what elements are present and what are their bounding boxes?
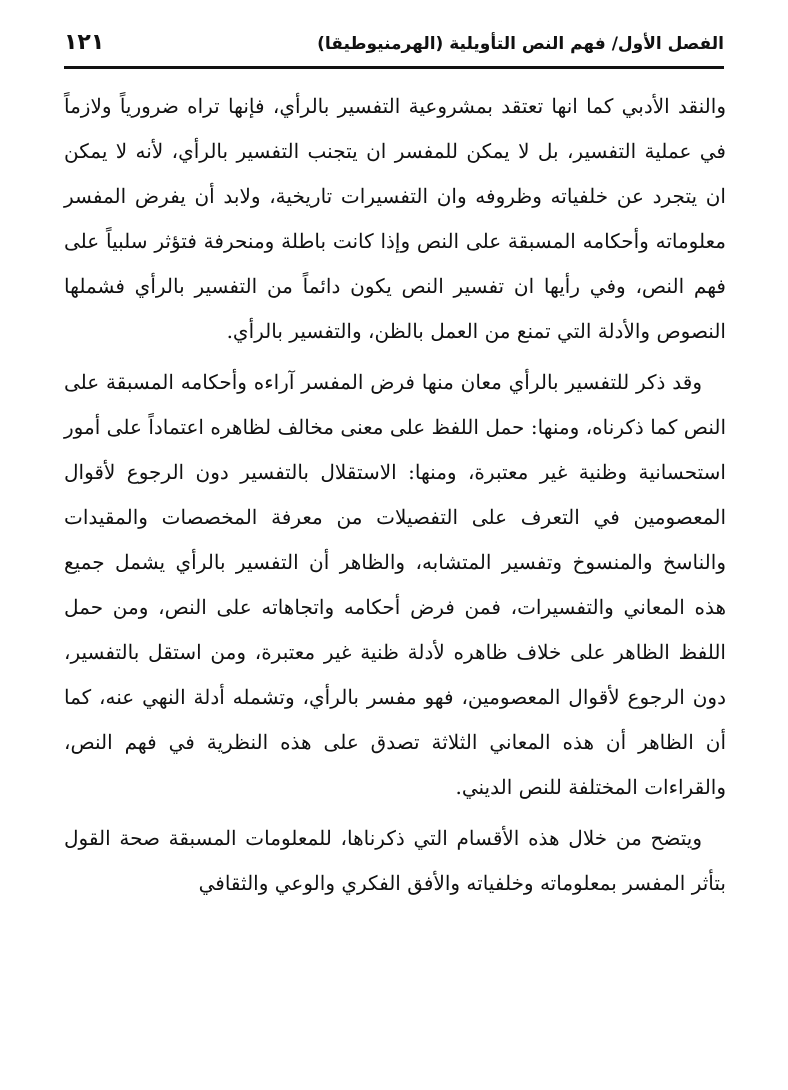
- running-header: [64, 30, 724, 69]
- page-number: ١٢١: [64, 30, 105, 55]
- paragraph: ويتضح من خلال هذه الأقسام التي ذكرناها، للمعلومات المسبقة صحة القول بتأثر المفسر بمعلوماته وخلفياته والأفق الفكري والوعي والثقافي: [64, 826, 726, 895]
- paragraph: وقد ذكر للتفسير بالرأي معان منها فرض المفسر آراءه وأحكامه المسبقة على النص كما ذكرناه، ومنها: حمل اللفظ على معنى مخالف لظاهره اعتماداً على أمور استحسانية وظنية غير معتبرة، ومنها: الاستقلال بالتفسير دون الرجوع لأقوال المعصومين في التعرف على التفصيلات من معرفة المخصصات والمقيدات والناسخ والمنسوخ وتفسير المتشابه، والظاهر أن التفسير بالرأي يشمل جميع هذه المعاني والتفسيرات، فمن فرض أحكامه واتجاهاته على النص، ومن حمل اللفظ الظاهر على خلاف ظاهره لأدلة ظنية غير معتبرة، ومن استقل بالتفسير، دون الرجوع لأقوال المعصومين، فهو مفسر بالرأي، وتشمله أدلة النهي عنه، كما أن الظاهر أن هذه المعاني الثلاثة تصدق على هذه النظرية في فهم النص، والقراءات المختلفة للنص الديني.: [64, 370, 726, 799]
- body-text: [64, 84, 726, 906]
- paragraph: والنقد الأدبي كما انها تعتقد بمشروعية التفسير بالرأي، فإنها تراه ضرورياً ولازماً في عملية التفسير، بل لا يمكن للمفسر ان يتجنب التفسير بالرأي، لأنه لا يمكن ان يتجرد عن خلفياته وظروفه وان التفسيرات تاريخية، ولابد أن يفرض المفسر معلوماته وأحكامه المسبقة على النص وإذا كانت باطلة ومنحرفة فتؤثر سلبياً على فهم النص، وفي رأيها ان تفسير النص يكون دائماً من التفسير بالرأي فشملها النصوص والأدلة التي تمنع من العمل بالظن، والتفسير بالرأي.: [64, 94, 726, 343]
- chapter-title: الفصل الأول/ فهم النص التأويلية (الهرمنيوطيقا): [317, 34, 724, 54]
